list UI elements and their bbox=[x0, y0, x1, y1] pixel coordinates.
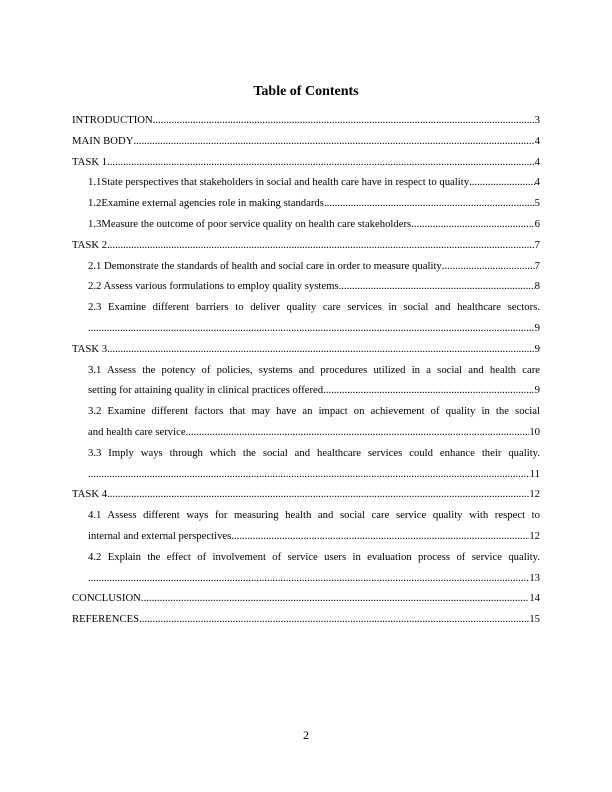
toc-entry-1-2[interactable] bbox=[72, 193, 540, 214]
toc-entry-label: 4.1 Assess different ways for measuring health and social care service quality with respect to bbox=[88, 509, 540, 522]
toc-entry-task-2[interactable] bbox=[72, 235, 540, 256]
toc-entry-1-1[interactable] bbox=[72, 172, 540, 193]
toc-entry-4-1[interactable] bbox=[72, 505, 540, 526]
toc-entry-2-1[interactable] bbox=[72, 256, 540, 277]
leader-dots bbox=[326, 380, 535, 401]
toc-entry-label: 2.1 Demonstrate the standards of health and social care in order to measure quality bbox=[88, 259, 442, 272]
toc-page-number: 6 bbox=[534, 217, 540, 230]
toc-entry-label: TASK 4 bbox=[72, 488, 108, 501]
toc-entry-label: REFERENCES bbox=[72, 613, 140, 626]
toc-entry-conclusion[interactable] bbox=[72, 588, 540, 609]
leader-dots bbox=[153, 110, 535, 131]
toc-page-number: 12 bbox=[529, 529, 540, 542]
toc-page-number: 15 bbox=[529, 613, 540, 626]
toc-entry-label: setting for attaining quality in clinical practices offered. bbox=[88, 384, 326, 397]
toc-page-number: 11 bbox=[529, 467, 540, 480]
toc-entry-label: CONCLUSION bbox=[72, 592, 141, 605]
toc-page-number: 13 bbox=[529, 571, 540, 584]
toc-page-number: 9 bbox=[534, 384, 540, 397]
toc-page-number: 9 bbox=[534, 342, 540, 355]
toc-entry-4-2-continued[interactable] bbox=[72, 568, 540, 589]
leader-dots bbox=[88, 318, 535, 339]
toc-page-number: 4 bbox=[534, 134, 540, 147]
toc-entry-2-3-continued[interactable] bbox=[72, 318, 540, 339]
toc-entry-label: internal and external perspectives bbox=[88, 529, 232, 542]
toc-entry-label: 1.1State perspectives that stakeholders in social and health care have in respect to quality bbox=[88, 176, 470, 189]
leader-dots bbox=[231, 526, 529, 547]
leader-dots bbox=[107, 484, 529, 505]
toc-entry-task-3[interactable] bbox=[72, 339, 540, 360]
toc-entry-3-3[interactable] bbox=[72, 443, 540, 464]
toc-entry-label: 3.1 Assess the potency of policies, systems and procedures utilized in a social and health care bbox=[88, 363, 540, 376]
toc-page-number: 12 bbox=[529, 488, 540, 501]
toc-title: Table of Contents bbox=[253, 84, 359, 99]
toc-page-number: 4 bbox=[534, 176, 540, 189]
leader-dots bbox=[107, 235, 535, 256]
leader-dots bbox=[139, 609, 529, 630]
leader-dots bbox=[339, 276, 535, 297]
toc-entry-2-3[interactable] bbox=[72, 297, 540, 318]
leader-dots bbox=[107, 339, 535, 360]
toc-entry-4-1-continued[interactable] bbox=[72, 526, 540, 547]
toc-page-number: 9 bbox=[534, 321, 540, 334]
table-of-contents bbox=[72, 110, 540, 630]
toc-entry-label: 3.2 Examine different factors that may have an impact on achievement of quality in the social bbox=[88, 405, 540, 418]
leader-dots bbox=[442, 256, 535, 277]
toc-page-number: 8 bbox=[534, 280, 540, 293]
toc-entry-label: TASK 2 bbox=[72, 238, 108, 251]
toc-entry-3-2[interactable] bbox=[72, 401, 540, 422]
toc-page-number: 3 bbox=[534, 114, 540, 126]
toc-entry-label: INTRODUCTION bbox=[72, 114, 153, 126]
leader-dots bbox=[186, 422, 530, 443]
toc-entry-label: 4.2 Explain the effect of involvement of service users in evaluation process of service quality. bbox=[88, 550, 540, 563]
toc-entry-label: TASK 1 bbox=[72, 155, 108, 168]
toc-entry-2-2[interactable] bbox=[72, 276, 540, 297]
leader-dots bbox=[141, 588, 529, 609]
toc-entry-label: 2.3 Examine different barriers to deliver quality care services in social and healthcare sectors. bbox=[88, 301, 540, 314]
toc-entry-3-2-continued[interactable] bbox=[72, 422, 540, 443]
toc-page-number: 5 bbox=[534, 197, 540, 210]
toc-page-number: 7 bbox=[534, 259, 540, 272]
toc-entry-label: MAIN BODY bbox=[72, 134, 134, 147]
toc-entry-task-4[interactable] bbox=[72, 484, 540, 505]
toc-page-number: 14 bbox=[529, 592, 540, 605]
toc-entry-4-2[interactable] bbox=[72, 547, 540, 568]
toc-entry-task-1[interactable] bbox=[72, 152, 540, 173]
toc-entry-label: 1.3Measure the outcome of poor service quality on health care stakeholders bbox=[88, 217, 412, 230]
toc-entry-references[interactable] bbox=[72, 609, 540, 630]
toc-entry-label: 1.2Examine external agencies role in making standards bbox=[88, 197, 324, 210]
leader-dots bbox=[324, 193, 535, 214]
toc-entry-1-3[interactable] bbox=[72, 214, 540, 235]
toc-entry-label: TASK 3 bbox=[72, 342, 108, 355]
leader-dots bbox=[88, 568, 529, 589]
leader-dots bbox=[133, 131, 534, 152]
toc-entry-3-1-continued[interactable] bbox=[72, 380, 540, 401]
toc-page-number: 4 bbox=[534, 155, 540, 168]
leader-dots bbox=[469, 172, 535, 193]
toc-entry-introduction[interactable] bbox=[72, 110, 540, 131]
toc-entry-label: 2.2 Assess various formulations to employ quality systems bbox=[88, 280, 339, 293]
leader-dots bbox=[107, 152, 535, 173]
page-number: 2 bbox=[303, 728, 309, 742]
toc-entry-label: and health care service bbox=[88, 425, 186, 438]
toc-entry-3-3-continued[interactable] bbox=[72, 464, 540, 485]
leader-dots bbox=[411, 214, 534, 235]
toc-entry-main-body[interactable] bbox=[72, 131, 540, 152]
toc-entry-3-1[interactable] bbox=[72, 360, 540, 381]
toc-entry-label: 3.3 Imply ways through which the social and healthcare services could enhance their quality. bbox=[88, 446, 540, 459]
leader-dots bbox=[88, 464, 530, 485]
toc-page-number: 7 bbox=[534, 238, 540, 251]
toc-page-number: 10 bbox=[529, 425, 540, 438]
